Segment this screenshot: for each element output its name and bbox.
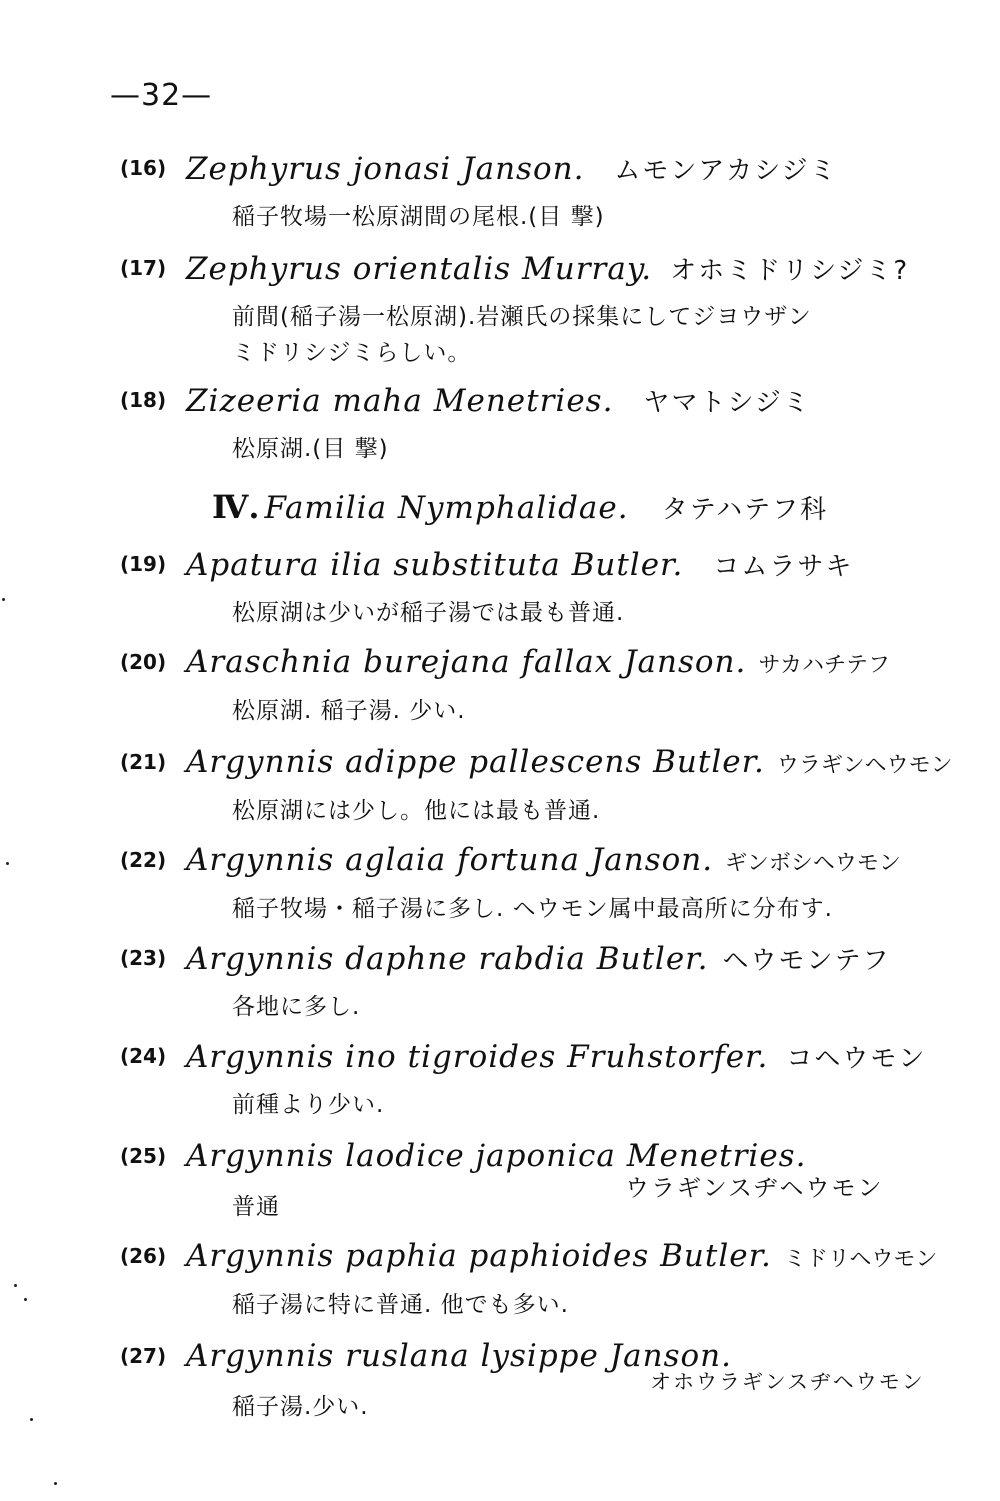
japanese-name: コヘウモン xyxy=(786,1044,927,1074)
scientific-name: Argynnis laodice japonica Menetries. xyxy=(186,1138,807,1174)
japanese-name: オホミドリシジミ? xyxy=(670,256,910,286)
japanese-name: ミドリヘウモン xyxy=(783,1247,938,1272)
species-entry-26 xyxy=(120,1238,938,1324)
japanese-name: ヤマトシジミ xyxy=(643,388,811,418)
entry-note: 稲子湯に特に普通. 他でも多い. xyxy=(232,1292,569,1318)
scientific-name: Zizeeria maha Menetries. ヤマトシジミ xyxy=(186,383,811,419)
species-entry-25 xyxy=(120,1138,920,1226)
entry-number: (26) xyxy=(120,1244,167,1268)
japanese-name: オホウラギンスヂヘウモン xyxy=(650,1370,925,1394)
entry-note: 稲子湯.少い. xyxy=(232,1394,369,1420)
japanese-name: ウラギンスヂヘウモン xyxy=(625,1174,884,1202)
entry-number: (20) xyxy=(120,650,167,674)
scientific-name: Argynnis aglaia fortuna Janson. ギンボシヘウモン xyxy=(186,842,901,878)
japanese-name: ギンボシヘウモン xyxy=(725,851,901,876)
entry-note: 松原湖には少し。他には最も普通. xyxy=(232,798,601,824)
scientific-name: Argynnis adippe pallescens Butler. ウラギンヘウモン xyxy=(186,744,953,780)
scan-speck xyxy=(6,862,9,865)
scientific-name: Zephyrus jonasi Janson. ムモンアカシジミ xyxy=(186,151,838,187)
scientific-name: Argynnis ino tigroides Fruhstorfer. コヘウモン xyxy=(186,1039,927,1075)
entry-note: 稲子牧場・稲子湯に多し. ヘウモン属中最高所に分布す. xyxy=(232,896,833,922)
section-numeral: Ⅳ. xyxy=(212,488,260,526)
species-entry-23 xyxy=(120,940,920,1026)
species-entry-24 xyxy=(120,1038,927,1124)
species-entry-19 xyxy=(120,546,920,632)
section-title: Familia Nymphalidae. xyxy=(264,490,629,526)
scientific-name: Araschnia burejana fallax Janson. サカハチテフ xyxy=(186,644,890,680)
entry-number: (16) xyxy=(120,156,167,180)
species-entry-16 xyxy=(120,150,920,236)
japanese-name: サカハチテフ xyxy=(758,653,890,678)
entry-number: (23) xyxy=(120,946,167,970)
entry-number: (24) xyxy=(120,1044,167,1068)
japanese-name: ヘウモンテフ xyxy=(722,946,891,976)
entry-note: 各地に多し. xyxy=(232,994,361,1020)
species-entry-20 xyxy=(120,644,920,730)
entry-note: 松原湖. 稲子湯. 少い. xyxy=(232,698,466,724)
japanese-name: ウラギンヘウモン xyxy=(776,753,953,778)
scientific-name: Zephyrus orientalis Murray. オホミドリシジミ? xyxy=(186,251,910,287)
entry-note: 松原湖は少いが稲子湯では最も普通. xyxy=(232,600,625,626)
japanese-name: ムモンアカシジミ xyxy=(614,156,838,186)
species-entry-18 xyxy=(120,382,920,468)
scan-speck xyxy=(54,1482,57,1485)
scan-speck xyxy=(14,1284,17,1287)
section-heading xyxy=(212,488,828,526)
entry-number: (18) xyxy=(120,388,167,412)
scientific-name: Argynnis paphia paphioides Butler. ミドリヘウモン xyxy=(186,1238,938,1274)
species-entry-27 xyxy=(120,1338,925,1426)
species-entry-22 xyxy=(120,842,920,928)
entry-note-continued: ミドリシジミらしい。 xyxy=(232,340,472,366)
entry-number: (21) xyxy=(120,750,167,774)
entry-note: 前種より少い. xyxy=(232,1092,385,1118)
scan-speck xyxy=(30,1418,33,1421)
japanese-name: コムラサキ xyxy=(713,552,854,582)
section-japanese-title: タテハテフ科 xyxy=(661,495,829,525)
species-entry-21 xyxy=(120,744,953,830)
scientific-name: Argynnis daphne rabdia Butler. ヘウモンテフ xyxy=(186,941,891,977)
scientific-name: Argynnis ruslana lysippe Janson. xyxy=(186,1338,732,1374)
scan-speck xyxy=(2,598,5,601)
scientific-name: Apatura ilia substituta Butler. コムラサキ xyxy=(186,547,854,583)
entry-number: (25) xyxy=(120,1144,167,1168)
entry-note: 前間(稲子湯一松原湖).岩瀬氏の採集にしてジヨウザン xyxy=(232,304,812,330)
page-number: —32— xyxy=(110,78,213,113)
scan-speck xyxy=(24,1298,27,1301)
species-entry-17 xyxy=(120,250,920,372)
entry-number: (27) xyxy=(120,1344,167,1368)
entry-note: 稲子牧場一松原湖間の尾根.(目 撃) xyxy=(232,204,605,230)
entry-note: 松原湖.(目 撃) xyxy=(232,436,389,462)
entry-number: (17) xyxy=(120,256,167,280)
entry-number: (22) xyxy=(120,848,167,872)
entry-note: 普通 xyxy=(232,1194,280,1220)
entry-number: (19) xyxy=(120,552,167,576)
